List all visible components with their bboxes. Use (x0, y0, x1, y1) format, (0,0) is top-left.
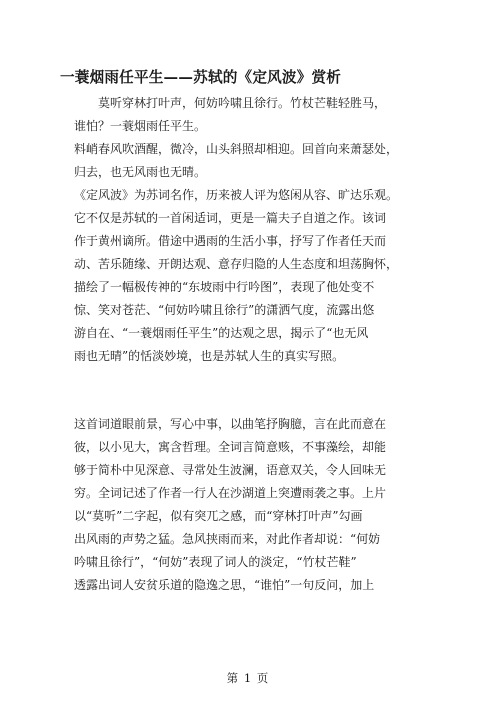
text-line: 吟啸且徐行”，“何妨”表现了词人的淡定，“竹杖芒鞋” (74, 555, 357, 569)
text-line: 以“莫听”二字起，似有突兀之感，而“穿林打叶声”勾画 (74, 509, 363, 523)
poem-block (74, 92, 424, 184)
text-line: 彼，以小见大，寓含哲理。全词言简意赅，不事藻绘，却能 (74, 440, 387, 454)
poem-line: 莫听穿林打叶声，何妨吟啸且徐行。竹杖芒鞋轻胜马， (74, 96, 387, 110)
text-line: 惊、笑对苍茫、“何妨吟啸且徐行”的潇洒气度，流露出悠 (74, 303, 375, 317)
paragraph-2 (74, 413, 424, 597)
text-line: 描绘了一幅极传神的“东坡雨中行吟图”，表现了他处变不 (74, 280, 375, 294)
text-line: 动、苦乐随缘、开朗达观、意存归隐的人生态度和坦荡胸怀， (74, 257, 399, 271)
text-line: 《定风波》为苏词名作，历来被人评为悠闲从容、旷达乐观。 (74, 188, 399, 202)
poem-line: 归去，也无风雨也无晴。 (74, 165, 207, 179)
text-line: 透露出词人安贫乐道的隐逸之思，“谁怕”一句反问，加上 (74, 578, 375, 592)
text-line: 这首词道眼前景，写心中事，以曲笔抒胸臆，言在此而意在 (74, 417, 387, 431)
text-line: 穷。全词记述了作者一行人在沙湖道上突遭雨袭之事。上片 (74, 486, 387, 500)
text-line: 作于黄州谪所。借途中遇雨的生活小事，抒写了作者任天而 (74, 234, 387, 248)
poem-line: 谁怕？一蓑烟雨任平生。 (74, 119, 207, 133)
poem-line: 料峭春风吹酒醒，微冷，山头斜照却相迎。回首向来萧瑟处， (74, 142, 399, 156)
document-title: 一蓑烟雨任平生——苏轼的《定风波》赏析 (60, 69, 342, 86)
text-line: 雨也无晴”的恬淡妙境，也是苏轼人生的真实写照。 (74, 349, 345, 363)
page-number: 第 1 页 (226, 671, 270, 685)
text-line: 够于简朴中见深意、寻常处生波澜，语意双关，令人回味无 (74, 463, 387, 477)
text-line: 游自在、“一蓑烟雨任平生”的达观之思，揭示了“也无风 (74, 326, 369, 340)
text-line: 它不仅是苏轼的一首闲适词，更是一篇夫子自道之作。该词 (74, 211, 387, 225)
text-line: 出风雨的声势之猛。急风挟雨而来，对此作者却说：“何妨 (74, 532, 381, 546)
paragraph-1 (74, 184, 424, 368)
